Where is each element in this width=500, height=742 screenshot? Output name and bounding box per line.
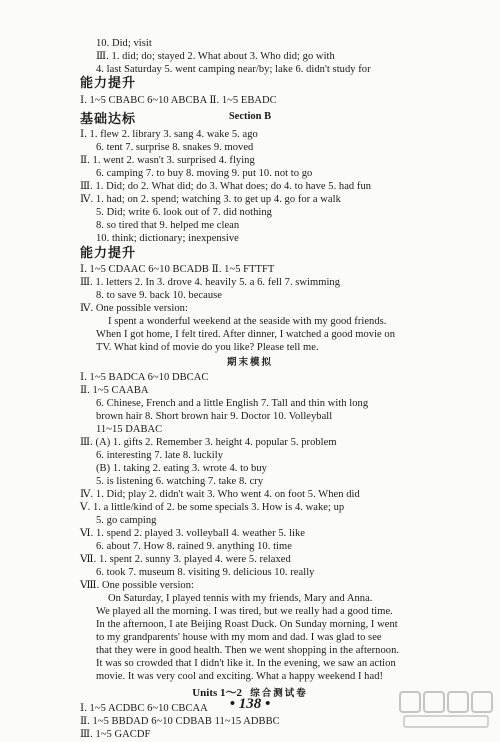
answer-line: to my grandparents' house with my mom and dad. I was glad to see [96,632,382,643]
answer-line: Ⅳ. 1. Did; play 2. didn't wait 3. Who went 4. on foot 5. When did [80,489,360,500]
answer-line: 10. think; dictionary; inexpensive [96,233,239,244]
answer-line: On Saturday, I played tennis with my friends, Mary and Anna. [108,593,373,604]
answer-line: Ⅱ. 1~5 BBDAD 6~10 CDBAB 11~15 ADBBC [80,716,280,727]
answer-line: TV. What kind of movie do you like? Please tell me. [96,342,319,353]
answer-line: In the afternoon, I ate Beijing Roast Duck. On Sunday morning, I went [96,619,398,630]
heading-jichu-dabiao: 基础达标 [80,112,137,127]
units-test-label: 综合测试卷 [250,688,308,699]
answer-line: 6. took 7. museum 8. visiting 9. delicious 10. really [96,567,315,578]
answer-line: Ⅳ. 1. had; on 2. spend; watching 3. to get up 4. go for a walk [80,194,341,205]
answer-line: It was so crowded that I didn't like it. In the evening, we saw an action [96,658,396,669]
answer-line: Ⅵ. 1. spend 2. played 3. volleyball 4. weather 5. like [80,528,305,539]
page-number: • 138 • [229,696,271,712]
answer-line: 5. Did; write 6. look out of 7. did nothing [96,207,272,218]
answer-line: 6. interesting 7. late 8. luckily [96,450,224,461]
answer-line: Ⅰ. 1. flew 2. library 3. sang 4. wake 5. ago [80,129,258,140]
answer-line: Ⅴ. 1. a little/kind of 2. be some specials 3. How is 4. wake; up [80,502,345,513]
answer-line: 6. tent 7. surprise 8. snakes 9. moved [96,142,254,153]
units-range: Units 1～2 [192,687,243,699]
answer-line: 11~15 DABAC [96,424,163,435]
answer-line: 6. about 7. How 8. rained 9. anything 10. time [96,541,292,552]
answer-line: Ⅱ. 1~5 CAABA [80,385,149,396]
final-exam-title [0,356,500,370]
answer-line: Ⅲ. 1. did; do; stayed 2. What about 3. Who did; go with [96,51,335,62]
answer-line: Ⅳ. One possible version: [80,303,188,314]
answer-line: 5. go camping [96,515,157,526]
answer-line: 6. camping 7. to buy 8. moving 9. put 10. not to go [96,168,313,179]
answer-line: Ⅲ. 1. Did; do 2. What did; do 3. What does; do 4. to have 5. had fun [80,181,372,192]
answer-line: Ⅰ. 1~5 ACDBC 6~10 CBCAA [80,703,208,714]
answer-line: We played all the morning. I was tired, but we really had a good time. [96,606,393,617]
answer-line: brown hair 8. Short brown hair 9. Doctor 10. Volleyball [96,411,333,422]
answer-line: Ⅷ. One possible version: [80,580,194,591]
heading-nengli-tisheng-2: 能力提升 [80,246,137,261]
heading-nengli-tisheng-1: 能力提升 [80,76,137,91]
answer-line: 4. last Saturday 5. went camping near/by; lake 6. didn't study for [96,64,371,75]
answer-line: 10. Did; visit [96,38,152,49]
answer-line: (B) 1. taking 2. eating 3. wrote 4. to buy [96,463,267,474]
answer-line: Ⅶ. 1. spent 2. sunny 3. played 4. were 5. relaxed [80,554,291,565]
answer-line: 5. is listening 6. watching 7. take 8. cry [96,476,264,487]
answer-line: that they were in good health. Then we went shopping in the afternoon. [96,645,400,656]
final-exam-label: 期末模拟 [226,357,273,368]
answer-line: Ⅰ. 1~5 BADCA 6~10 DBCAC [80,372,209,383]
answer-line: Ⅲ. 1. letters 2. In 3. drove 4. heavily 5. a 6. fell 7. swimming [80,277,341,288]
answer-line: Ⅲ. (A) 1. gifts 2. Remember 3. height 4. popular 5. problem [80,437,337,448]
section-b-title: Section B [228,111,272,122]
answer-line: Ⅰ. 1~5 CBABC 6~10 ABCBA Ⅱ. 1~5 EBADC [80,95,277,106]
answer-line: 8. to save 9. back 10. because [96,290,222,301]
answer-line: Ⅱ. 1. went 2. wasn't 3. surprised 4. flying [80,155,255,166]
answer-line: When I got home, I felt tired. After dinner, I watched a good movie on [96,329,396,340]
answer-line: movie. It was very cool and exciting. What a happy weekend I had! [96,671,384,682]
answer-line: 6. Chinese, French and a little English 7. Tall and thin with long [96,398,369,409]
answer-line: Ⅲ. 1~5 GACDF [80,729,151,740]
answer-line: 8. so tired that 9. helped me clean [96,220,240,231]
answer-line: I spent a wonderful weekend at the seaside with my good friends. [108,316,387,327]
answer-line: Ⅰ. 1~5 CDAAC 6~10 BCADB Ⅱ. 1~5 FTTFT [80,264,275,275]
